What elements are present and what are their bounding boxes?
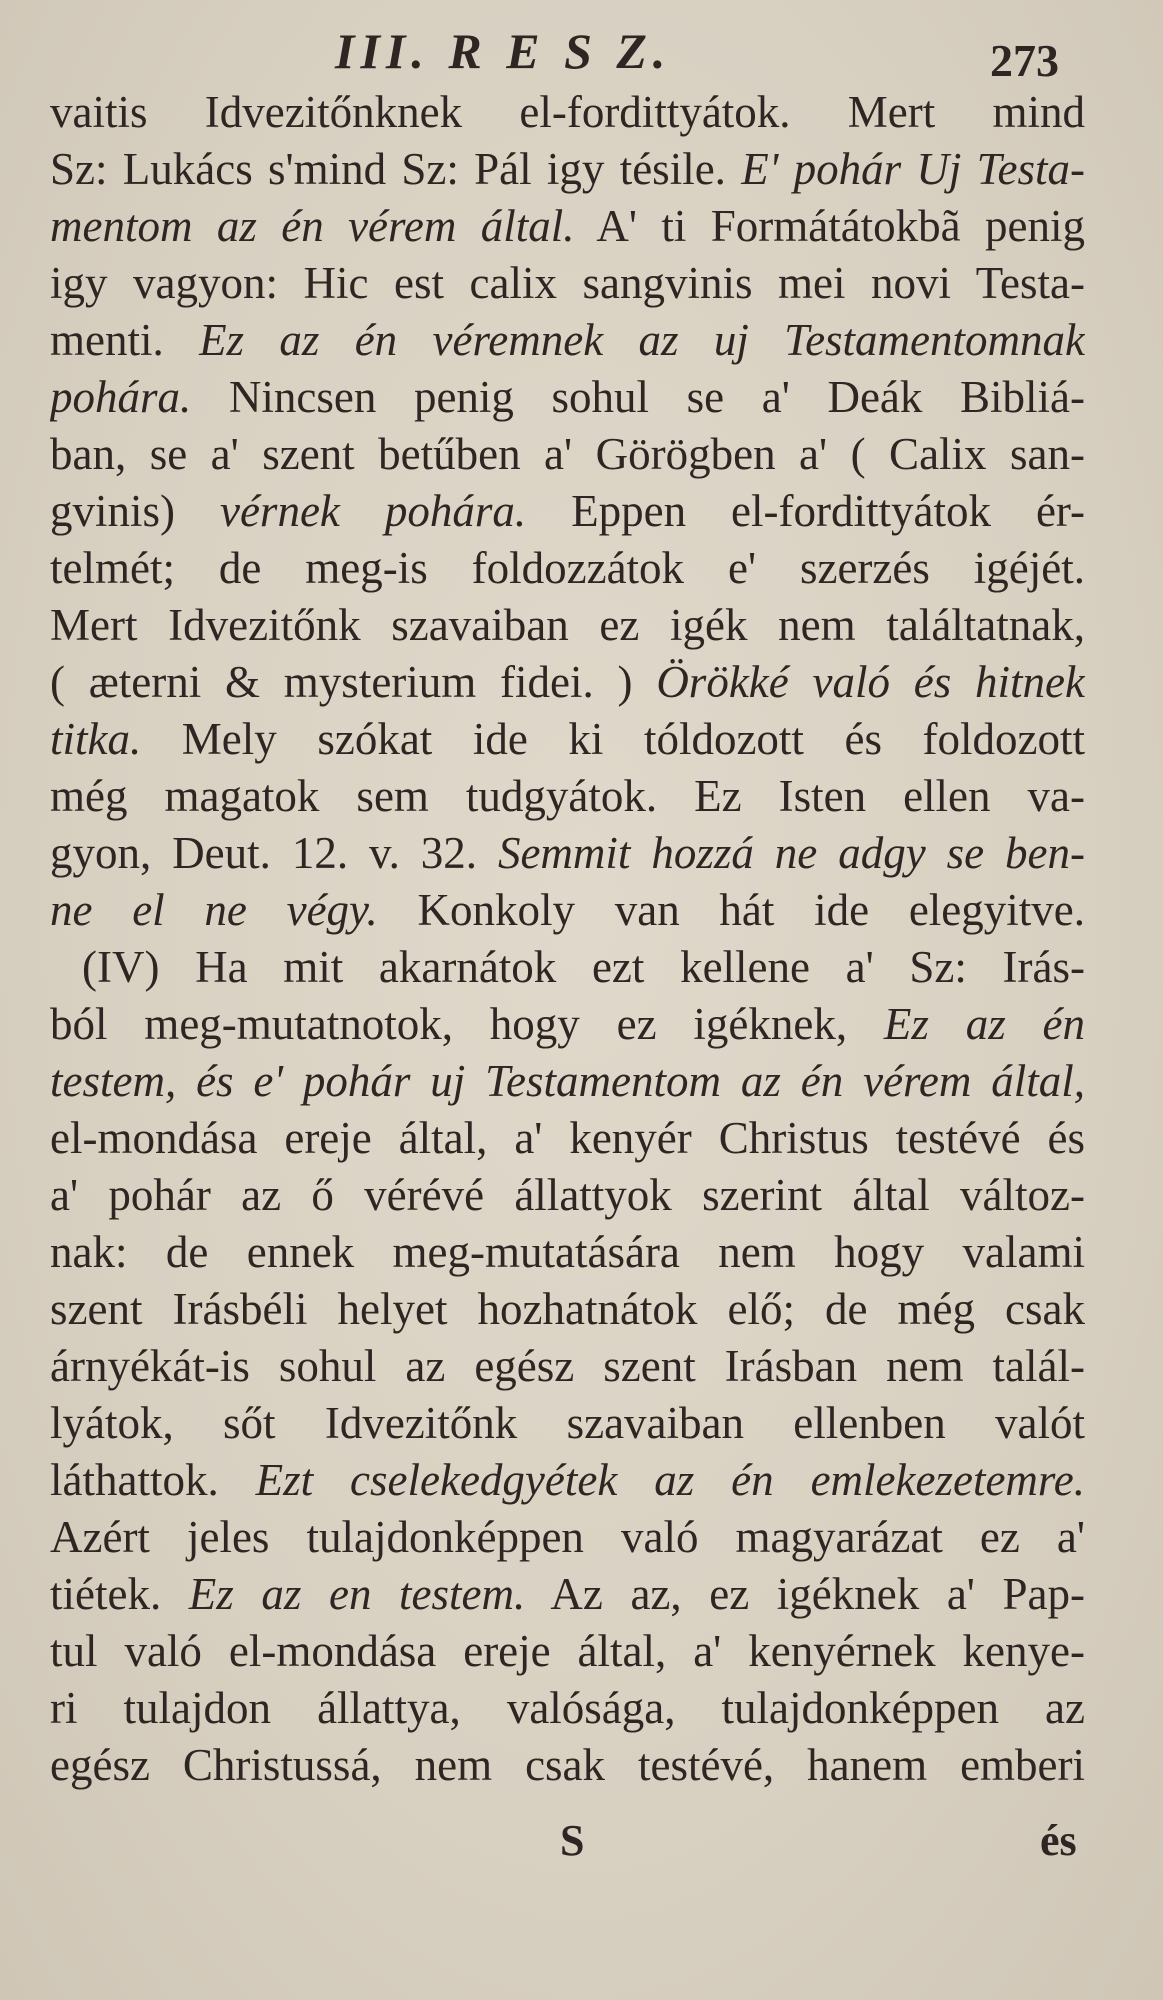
text-line: lyátok, sőt Idvezitőnk szavaiban ellenben valót (50, 1398, 1085, 1448)
text-body (50, 84, 1085, 1794)
text-line: Mert Idvezitőnk szavaiban ez igék nem találtatnak, (50, 600, 1085, 650)
text-line: egész Christussá, nem csak testévé, hanem emberi (50, 1740, 1085, 1790)
text-line: szent Irásbéli helyet hozhatnátok elő; de még csak (50, 1284, 1085, 1334)
text-line: titka. Mely szókat ide ki tóldozott és foldozott (50, 714, 1085, 764)
running-header (0, 18, 1163, 88)
text-line: ból meg-mutatnotok, hogy ez igéknek, Ez az én (50, 999, 1085, 1049)
text-line: láthattok. Ezt cselekedgyétek az én emlekezetemre. (50, 1455, 1085, 1505)
text-line: menti. Ez az én véremnek az uj Testamentomnak (50, 315, 1085, 365)
text-line: pohára. Nincsen penig sohul se a' Deák Bibliá- (50, 372, 1085, 422)
text-line: vaitis Idvezitőnknek el-fordittyátok. Mert mind (50, 87, 1085, 137)
text-line: igy vagyon: Hic est calix sangvinis mei novi Testa- (50, 258, 1085, 308)
text-line: még magatok sem tudgyátok. Ez Isten ellen va- (50, 771, 1085, 821)
text-line: ( æterni & mysterium fidei. ) Örökké való és hitnek (50, 657, 1085, 707)
text-line: tiétek. Ez az en testem. Az az, ez igéknek a' Pap- (50, 1569, 1085, 1619)
page-number: 273 (990, 35, 1059, 86)
running-title: III. R E S Z. (335, 23, 672, 79)
text-line: ri tulajdon állattya, valósága, tulajdonképpen az (50, 1683, 1085, 1733)
text-line: ne el ne végy. Konkoly van hát ide elegyitve. (50, 885, 1085, 935)
text-line: telmét; de meg-is foldozzátok e' szerzés igéjét. (50, 543, 1085, 593)
page-footer (0, 1815, 1163, 1875)
text-line: (IV) Ha mit akarnátok ezt kellene a' Sz: Irás- (82, 942, 1085, 992)
text-line: árnyékát-is sohul az egész szent Irásban nem talál- (50, 1341, 1085, 1391)
text-line: ban, se a' szent betűben a' Görögben a' ( Calix san- (50, 429, 1085, 479)
text-line: tul való el-mondása ereje által, a' kenyérnek kenye- (50, 1626, 1085, 1676)
text-line: Sz: Lukács s'mind Sz: Pál igy tésile. E' pohár Uj Testa- (50, 144, 1085, 194)
text-line: a' pohár az ő vérévé állattyok szerint által változ- (50, 1170, 1085, 1220)
text-line: gyon, Deut. 12. v. 32. Semmit hozzá ne adgy se ben- (50, 828, 1085, 878)
text-line: gvinis) vérnek pohára. Eppen el-fordittyátok ér- (50, 486, 1085, 536)
signature-mark: S (560, 1816, 585, 1865)
text-line: nak: de ennek meg-mutatására nem hogy valami (50, 1227, 1085, 1277)
text-line: testem, és e' pohár uj Testamentom az én vérem által, (50, 1056, 1085, 1106)
text-line: Azért jeles tulajdonképpen való magyarázat ez a' (50, 1512, 1085, 1562)
catchword: és (1040, 1816, 1077, 1865)
text-line: el-mondása ereje által, a' kenyér Christus testévé és (50, 1113, 1085, 1163)
text-line: mentom az én vérem által. A' ti Formátátokbã penig (50, 201, 1085, 251)
